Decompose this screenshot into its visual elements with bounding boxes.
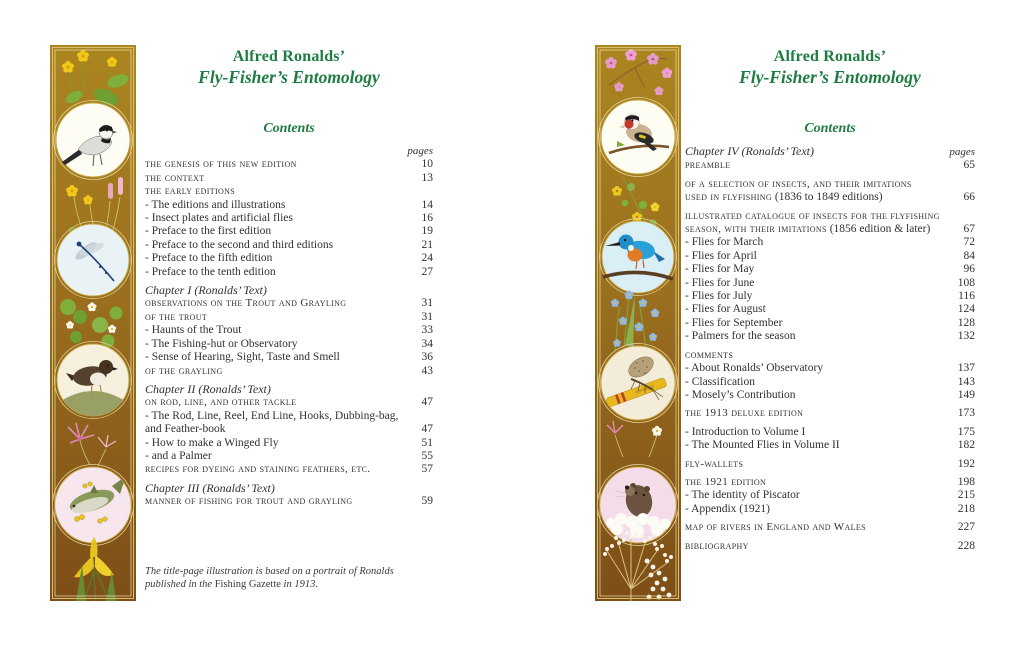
- toc-entry: [685, 263, 975, 276]
- toc-entry-label: the context: [145, 171, 205, 184]
- toc-entry: [145, 383, 433, 396]
- toc-entry-label: - Flies for July: [685, 290, 753, 303]
- toc-list-left: [145, 145, 433, 509]
- footnote: [145, 565, 433, 591]
- toc-entry-label: bibliography: [685, 539, 749, 552]
- toc-entry-label: the early editions: [145, 185, 236, 198]
- toc-entry: [685, 330, 975, 343]
- toc-entry-label-tail: (1836 to 1849 editions): [772, 191, 883, 204]
- toc-entry: [685, 389, 975, 402]
- toc-entry-label: - Preface to the second and third editions: [145, 238, 334, 251]
- toc-entry-label: - Preface to the tenth edition: [145, 265, 276, 278]
- book-author: Alfred Ronalds’: [232, 48, 346, 65]
- toc-entry-page-number: 43: [421, 364, 433, 377]
- toc-entry-label: - Appendix (1921): [685, 502, 770, 515]
- toc-entry-page-number: 173: [957, 407, 975, 420]
- toc-entry: [685, 236, 975, 249]
- toc-entry-page-number: pages: [407, 145, 433, 157]
- toc-entry-label: - Flies for June: [685, 276, 755, 289]
- toc-entry: [685, 159, 975, 172]
- toc-entry-page-number: 34: [421, 337, 433, 350]
- toc-entry: [145, 266, 433, 279]
- toc-entry-page-number: 72: [963, 236, 975, 249]
- decorative-border-right: [595, 45, 681, 601]
- toc-entry-label: map of rivers in England and Wales: [685, 521, 866, 534]
- toc-entry-page-number: 116: [958, 290, 975, 303]
- toc-entry: [145, 239, 433, 252]
- toc-entry: [685, 145, 975, 159]
- toc-entry: [685, 521, 975, 534]
- toc-entry-page-number: 65: [963, 159, 975, 172]
- toc-entry-label: - Mosely’s Contribution: [685, 388, 796, 401]
- toc-entry-page-number: 55: [421, 449, 433, 462]
- decorative-border-left: [50, 45, 136, 601]
- toc-entry-label: - The identity of Piscator: [685, 489, 800, 502]
- toc-entry-page-number: 143: [957, 375, 975, 388]
- toc-entry: [685, 178, 975, 191]
- toc-entry-page-number: 36: [421, 351, 433, 364]
- toc-entry-page-number: 192: [957, 457, 975, 470]
- contents-page-right: [685, 45, 975, 601]
- toc-entry: [145, 482, 433, 495]
- toc-entry: [685, 476, 975, 489]
- toc-entry: [145, 199, 433, 212]
- toc-entry-label: - Flies for March: [685, 236, 764, 249]
- toc-entry: [145, 351, 433, 364]
- toc-entry-label: Chapter III (Ronalds’ Text): [145, 480, 275, 495]
- toc-entry: [145, 252, 433, 265]
- toc-entry: [685, 489, 975, 502]
- toc-list-right: [685, 145, 975, 553]
- toc-entry-label: of the grayling: [145, 364, 223, 377]
- footnote-text-1: The title-page illustration is based on a portrait of Ronalds published in the: [145, 566, 394, 590]
- toc-entry: [145, 410, 433, 423]
- toc-entry-page-number: 10: [421, 158, 433, 171]
- toc-entry-page-number: 33: [421, 324, 433, 337]
- footnote-text-2: in 1913.: [280, 579, 318, 590]
- toc-entry: [685, 317, 975, 330]
- toc-entry-label: - Sense of Hearing, Sight, Taste and Smell: [145, 351, 340, 364]
- toc-entry-page-number: 198: [957, 475, 975, 488]
- book-title: Fly-Fisher’s Entomology: [739, 67, 921, 87]
- toc-entry-page-number: 51: [421, 436, 433, 449]
- toc-entry-page-number: 31: [421, 297, 433, 310]
- toc-entry: [145, 324, 433, 337]
- toc-entry-page-number: 124: [957, 303, 975, 316]
- dipper-bird-illustration: [55, 342, 132, 419]
- toc-entry: [685, 210, 975, 223]
- toc-entry-page-number: 227: [957, 521, 975, 534]
- toc-entry-label: illustrated catalogue of insects for the flyfishing: [685, 209, 940, 222]
- toc-entry-page-number: 21: [421, 238, 433, 251]
- toc-entry: [685, 277, 975, 290]
- toc-entry-page-number: 66: [963, 191, 975, 204]
- footnote-journal-name: Fishing Gazette: [214, 579, 281, 590]
- toc-entry-label: - Insect plates and artificial flies: [145, 212, 293, 225]
- toc-entry-label: - The editions and illustrations: [145, 198, 286, 211]
- toc-entry-page-number: 19: [421, 225, 433, 238]
- toc-entry: [145, 225, 433, 238]
- toc-entry: [145, 311, 433, 324]
- toc-entry: [685, 290, 975, 303]
- toc-entry: [145, 423, 433, 436]
- toc-entry-label: - Preface to the fifth edition: [145, 252, 273, 265]
- toc-entry-label: - Preface to the first edition: [145, 225, 272, 238]
- toc-entry-label: season, with their imitations: [685, 223, 827, 236]
- contents-heading-right: Contents: [804, 121, 856, 136]
- toc-entry: [685, 439, 975, 452]
- toc-entry-label: Chapter II (Ronalds’ Text): [145, 381, 271, 396]
- toc-entry-page-number: 16: [421, 212, 433, 225]
- toc-entry-page-number: 137: [957, 362, 975, 375]
- toc-entry: [685, 376, 975, 389]
- toc-entry-page-number: 175: [957, 425, 975, 438]
- book-title: Fly-Fisher’s Entomology: [198, 67, 380, 87]
- toc-entry-label: - Flies for August: [685, 303, 766, 316]
- toc-entry: [145, 437, 433, 450]
- toc-entry-page-number: 149: [957, 388, 975, 401]
- toc-entry-label: Chapter I (Ronalds’ Text): [145, 283, 267, 298]
- toc-entry: [145, 185, 433, 198]
- toc-entry-page-number: 31: [421, 310, 433, 323]
- kingfisher-illustration: [600, 219, 677, 296]
- toc-entry-label: the 1913 deluxe edition: [685, 407, 804, 420]
- toc-entry-page-number: 59: [421, 495, 433, 508]
- toc-entry: [145, 172, 433, 185]
- toc-entry: [145, 158, 433, 171]
- toc-entry-page-number: 47: [421, 396, 433, 409]
- toc-entry-label-tail: (1856 edition & later): [826, 223, 931, 236]
- toc-entry-label: manner of fishing for trout and grayling: [145, 495, 353, 508]
- toc-entry-label: - Flies for May: [685, 263, 755, 276]
- toc-entry: [685, 303, 975, 316]
- contents-heading-left: Contents: [263, 121, 315, 136]
- toc-entry-label: fly-wallets: [685, 457, 744, 470]
- toc-entry-page-number: 132: [957, 330, 975, 343]
- toc-entry: [145, 463, 433, 476]
- toc-entry: [685, 540, 975, 553]
- toc-entry: [685, 426, 975, 439]
- toc-entry-page-number: 57: [421, 463, 433, 476]
- toc-entry: [145, 338, 433, 351]
- toc-entry: [145, 450, 433, 463]
- toc-entry-label: - Haunts of the Trout: [145, 324, 242, 337]
- toc-entry-label: observations on the Trout and Grayling: [145, 297, 347, 310]
- toc-entry: [685, 349, 975, 362]
- toc-entry: [685, 503, 975, 516]
- goldfinch-illustration: [599, 98, 678, 177]
- toc-entry-page-number: 215: [957, 489, 975, 502]
- toc-entry-page-number: 13: [421, 171, 433, 184]
- toc-entry-label: - Introduction to Volume I: [685, 425, 806, 438]
- toc-entry-label: - The Fishing-hut or Observatory: [145, 337, 298, 350]
- toc-entry-page-number: 128: [957, 316, 975, 329]
- toc-entry: [145, 212, 433, 225]
- toc-entry-label: - The Mounted Flies in Volume II: [685, 439, 840, 452]
- toc-entry: [685, 407, 975, 420]
- toc-entry-page-number: 218: [957, 502, 975, 515]
- pied-wagtail-illustration: [54, 101, 133, 180]
- toc-entry-page-number: pages: [949, 146, 975, 158]
- toc-entry-label: comments: [685, 348, 734, 361]
- toc-entry: [685, 458, 975, 471]
- contents-page-left: [145, 45, 433, 601]
- toc-entry-label: and Feather-book: [145, 423, 226, 436]
- toc-entry: [145, 145, 433, 158]
- toc-entry: [685, 362, 975, 375]
- toc-entry: [145, 396, 433, 409]
- toc-entry-page-number: 108: [957, 276, 975, 289]
- toc-entry-label: recipes for dyeing and staining feathers, etc.: [145, 463, 371, 476]
- toc-entry-page-number: 14: [421, 198, 433, 211]
- toc-entry: [145, 365, 433, 378]
- toc-entry-label: of the trout: [145, 310, 208, 323]
- toc-entry-label: the genesis of this new edition: [145, 158, 297, 171]
- toc-entry-label: used in flyfishing: [685, 191, 773, 204]
- book-author: Alfred Ronalds’: [773, 48, 887, 65]
- toc-entry: [685, 223, 975, 236]
- toc-entry-page-number: 67: [963, 223, 975, 236]
- toc-entry-label: - Classification: [685, 375, 755, 388]
- toc-entry-page-number: 27: [421, 265, 433, 278]
- toc-entry-label: - Palmers for the season: [685, 330, 796, 343]
- toc-entry: [685, 250, 975, 263]
- damselfly-illustration: [55, 222, 132, 299]
- toc-entry-label: - Flies for April: [685, 249, 757, 262]
- toc-entry: [145, 495, 433, 508]
- toc-entry-label: the 1921 edition: [685, 475, 767, 488]
- toc-entry: [685, 191, 975, 204]
- toc-entry-page-number: 24: [421, 252, 433, 265]
- toc-entry-label: of a selection of insects, and their imitations: [685, 177, 912, 190]
- toc-entry: [145, 284, 433, 297]
- toc-entry-page-number: 228: [957, 539, 975, 552]
- mayfly-on-rod-butt-illustration: [599, 344, 678, 423]
- toc-entry-page-number: 47: [421, 423, 433, 436]
- toc-entry-label: preamble: [685, 159, 731, 172]
- toc-entry-label: - How to make a Winged Fly: [145, 436, 279, 449]
- toc-entry-label: - The Rod, Line, Reel, End Line, Hooks, Dubbing-bag,: [145, 409, 399, 422]
- toc-entry-page-number: 84: [963, 249, 975, 262]
- toc-entry-label: Chapter IV (Ronalds’ Text): [685, 144, 814, 158]
- toc-entry-label: - and a Palmer: [145, 449, 212, 462]
- toc-entry-label: - Flies for September: [685, 316, 783, 329]
- toc-entry-page-number: 182: [957, 439, 975, 452]
- toc-entry-label: - About Ronalds’ Observatory: [685, 362, 824, 375]
- toc-entry-label: on rod, line, and other tackle: [145, 396, 297, 409]
- toc-entry-page-number: 96: [963, 263, 975, 276]
- toc-entry: [145, 297, 433, 310]
